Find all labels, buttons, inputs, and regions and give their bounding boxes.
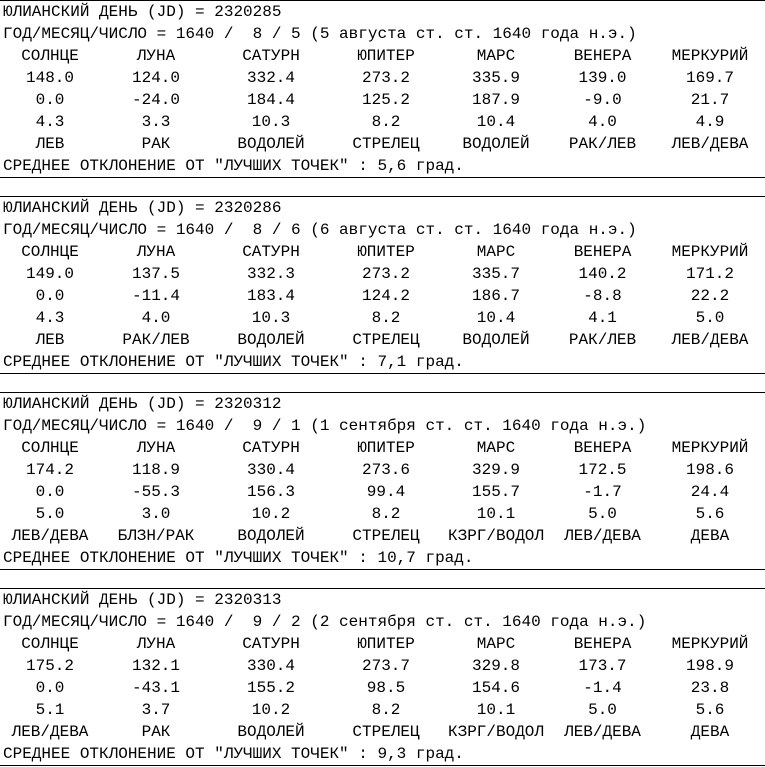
deviation-line: СРЕДНЕЕ ОТКЛОНЕНИЕ ОТ "ЛУЧШИХ ТОЧЕК" : 9,3 град. <box>3 745 464 763</box>
value-cell: 10.3 <box>251 113 291 131</box>
value-cell: 124.0 <box>131 69 180 87</box>
planet-table <box>0 45 765 155</box>
zodiac-cell: ВОДОЛЕЙ <box>237 527 305 545</box>
value-row <box>0 677 765 699</box>
value-cell: 5.1 <box>35 701 65 719</box>
value-cell: 10.1 <box>476 505 516 523</box>
value-row <box>0 285 765 307</box>
zodiac-cell: ЛЕВ/ДЕВА <box>11 723 89 741</box>
value-cell: 8.2 <box>371 505 401 523</box>
planet-header-row <box>0 633 765 655</box>
value-row <box>0 307 765 329</box>
value-cell: 330.4 <box>246 657 295 675</box>
value-cell: 24.4 <box>690 483 730 501</box>
value-cell: 174.2 <box>25 461 74 479</box>
julian-day-line: ЮЛИАНСКИЙ ДЕНЬ (JD) = 2320286 <box>3 199 282 217</box>
zodiac-cell: ЛЕВ/ДЕВА <box>11 527 89 545</box>
value-cell: 0.0 <box>35 287 65 305</box>
value-cell: 335.7 <box>471 265 520 283</box>
deviation-line: СРЕДНЕЕ ОТКЛОНЕНИЕ ОТ "ЛУЧШИХ ТОЧЕК" : 7,1 град. <box>3 353 464 371</box>
value-cell: 183.4 <box>246 287 295 305</box>
value-cell: 175.2 <box>25 657 74 675</box>
planet-table <box>0 633 765 743</box>
ephemeris-block-3 <box>0 392 765 570</box>
planet-header-cell: МАРС <box>476 439 516 457</box>
value-cell: 5.0 <box>588 505 617 523</box>
value-cell: 124.2 <box>361 287 410 305</box>
value-row <box>0 655 765 677</box>
julian-day-line: ЮЛИАНСКИЙ ДЕНЬ (JD) = 2320312 <box>3 395 282 413</box>
value-row <box>0 503 765 525</box>
value-cell: 273.2 <box>361 69 410 87</box>
zodiac-row <box>0 133 765 155</box>
ephemeris-block-2 <box>0 196 765 374</box>
value-cell: 4.0 <box>588 113 617 131</box>
value-row <box>0 481 765 503</box>
value-cell: 10.2 <box>251 505 291 523</box>
value-cell: 149.0 <box>25 265 74 283</box>
planet-header-cell: ЛУНА <box>136 439 176 457</box>
value-cell: 23.8 <box>690 679 730 697</box>
zodiac-cell: СТРЕЛЕЦ <box>352 331 420 349</box>
planet-header-row <box>0 241 765 263</box>
planet-header-cell: МАРС <box>476 635 516 653</box>
planet-header-cell: ЮПИТЕР <box>357 635 415 653</box>
value-cell: 172.5 <box>578 461 627 479</box>
value-cell: 21.7 <box>690 91 730 109</box>
planet-header-cell: ЮПИТЕР <box>357 243 415 261</box>
value-cell: 155.7 <box>471 483 520 501</box>
planet-header-cell: САТУРН <box>242 243 300 261</box>
value-cell: 198.9 <box>685 657 734 675</box>
planet-header-cell: ВЕНЕРА <box>573 439 632 457</box>
ephemeris-block-4 <box>0 588 765 766</box>
value-cell: -9.0 <box>583 91 622 109</box>
value-cell: 3.7 <box>141 701 171 719</box>
value-cell: 8.2 <box>371 113 401 131</box>
value-cell: 3.0 <box>141 505 171 523</box>
value-cell: 10.4 <box>476 309 516 327</box>
value-cell: 10.3 <box>251 309 291 327</box>
planet-header-cell: ВЕНЕРА <box>573 243 632 261</box>
value-cell: 125.2 <box>361 91 410 109</box>
deviation-line: СРЕДНЕЕ ОТКЛОНЕНИЕ ОТ "ЛУЧШИХ ТОЧЕК" : 10,7 град. <box>3 549 474 567</box>
julian-day-line: ЮЛИАНСКИЙ ДЕНЬ (JD) = 2320285 <box>3 3 282 21</box>
planet-header-cell: ВЕНЕРА <box>573 47 632 65</box>
zodiac-row <box>0 721 765 743</box>
zodiac-cell: ЛЕВ <box>35 135 65 153</box>
zodiac-cell: РАК <box>141 135 171 153</box>
value-cell: 335.9 <box>471 69 520 87</box>
value-cell: 0.0 <box>35 483 65 501</box>
planet-header-cell: МАРС <box>476 47 516 65</box>
value-cell: -8.8 <box>583 287 622 305</box>
planet-header-row <box>0 437 765 459</box>
value-cell: 8.2 <box>371 701 401 719</box>
value-cell: 173.7 <box>578 657 627 675</box>
ephemeris-block-1 <box>0 0 765 178</box>
value-cell: -24.0 <box>131 91 180 109</box>
value-cell: 154.6 <box>471 679 520 697</box>
zodiac-cell: ЛЕВ/ДЕВА <box>564 527 641 545</box>
zodiac-cell: СТРЕЛЕЦ <box>352 723 420 741</box>
value-cell: 10.4 <box>476 113 516 131</box>
value-row <box>0 67 765 89</box>
zodiac-cell: РАК <box>141 723 171 741</box>
value-cell: 5.0 <box>35 505 65 523</box>
planet-table <box>0 437 765 547</box>
value-cell: 273.2 <box>361 265 410 283</box>
zodiac-cell: СТРЕЛЕЦ <box>352 135 420 153</box>
planet-header-cell: САТУРН <box>242 635 300 653</box>
value-row <box>0 89 765 111</box>
value-cell: 118.9 <box>131 461 180 479</box>
zodiac-cell: КЗРГ/ВОДОЛ <box>447 527 544 545</box>
planet-header-cell: МЕРКУРИЙ <box>671 47 749 65</box>
planet-header-cell: ЛУНА <box>136 243 176 261</box>
planet-header-cell: САТУРН <box>242 439 300 457</box>
value-cell: -1.7 <box>583 483 622 501</box>
value-cell: 10.2 <box>251 701 291 719</box>
value-cell: 22.2 <box>690 287 730 305</box>
zodiac-cell: ЛЕВ/ДЕВА <box>671 331 749 349</box>
zodiac-cell: ВОДОЛЕЙ <box>237 135 305 153</box>
value-cell: 187.9 <box>471 91 520 109</box>
value-cell: 171.2 <box>685 265 734 283</box>
date-line: ГОД/МЕСЯЦ/ЧИСЛО = 1640 / 8 / 6 (6 августа ст. ст. 1640 года н.э.) <box>3 221 637 239</box>
value-cell: 8.2 <box>371 309 401 327</box>
planet-header-cell: СОЛНЦЕ <box>21 635 79 653</box>
planet-header-cell: МАРС <box>476 243 516 261</box>
value-cell: 4.1 <box>588 309 617 327</box>
value-cell: 5.6 <box>695 505 725 523</box>
value-cell: 329.8 <box>471 657 520 675</box>
value-cell: 4.3 <box>35 113 65 131</box>
value-cell: 132.1 <box>131 657 180 675</box>
zodiac-cell: ЛЕВ <box>35 331 65 349</box>
zodiac-cell: РАК/ЛЕВ <box>568 331 637 349</box>
zodiac-cell: КЗРГ/ВОДОЛ <box>447 723 544 741</box>
julian-day-line: ЮЛИАНСКИЙ ДЕНЬ (JD) = 2320313 <box>3 591 282 609</box>
value-cell: 3.3 <box>141 113 171 131</box>
planet-header-cell: ЛУНА <box>136 47 176 65</box>
planet-header-cell: МЕРКУРИЙ <box>671 243 749 261</box>
value-cell: 4.3 <box>35 309 65 327</box>
value-cell: 329.9 <box>471 461 520 479</box>
planet-header-cell: МЕРКУРИЙ <box>671 635 749 653</box>
value-cell: 169.7 <box>685 69 734 87</box>
planet-header-row <box>0 45 765 67</box>
planet-table <box>0 241 765 351</box>
value-cell: 273.6 <box>361 461 410 479</box>
zodiac-cell: ВОДОЛЕЙ <box>237 723 305 741</box>
value-cell: 332.4 <box>246 69 295 87</box>
value-cell: 156.3 <box>246 483 295 501</box>
planet-header-cell: ВЕНЕРА <box>573 635 632 653</box>
zodiac-cell: ВОДОЛЕЙ <box>462 135 530 153</box>
value-cell: 330.4 <box>246 461 295 479</box>
value-cell: 5.6 <box>695 701 725 719</box>
value-cell: 184.4 <box>246 91 295 109</box>
value-cell: 273.7 <box>361 657 410 675</box>
value-cell: -11.4 <box>131 287 180 305</box>
zodiac-cell: РАК/ЛЕВ <box>568 135 637 153</box>
zodiac-cell: ДЕВА <box>690 723 730 741</box>
value-cell: 137.5 <box>131 265 180 283</box>
value-cell: 198.6 <box>685 461 734 479</box>
planet-header-cell: СОЛНЦЕ <box>21 47 79 65</box>
value-cell: 4.0 <box>141 309 171 327</box>
value-cell: -55.3 <box>131 483 180 501</box>
date-line: ГОД/МЕСЯЦ/ЧИСЛО = 1640 / 9 / 1 (1 сентября ст. ст. 1640 года н.э.) <box>3 417 647 435</box>
deviation-line: СРЕДНЕЕ ОТКЛОНЕНИЕ ОТ "ЛУЧШИХ ТОЧЕК" : 5,6 град. <box>3 157 464 175</box>
value-cell: -1.4 <box>583 679 622 697</box>
value-row <box>0 459 765 481</box>
value-cell: 139.0 <box>578 69 627 87</box>
zodiac-cell: ВОДОЛЕЙ <box>462 331 530 349</box>
value-cell: 98.5 <box>366 679 406 697</box>
value-cell: 186.7 <box>471 287 520 305</box>
zodiac-cell: ЛЕВ/ДЕВА <box>564 723 641 741</box>
zodiac-cell: ДЕВА <box>690 527 730 545</box>
value-cell: 332.3 <box>246 265 295 283</box>
zodiac-cell: СТРЕЛЕЦ <box>352 527 420 545</box>
zodiac-cell: РАК/ЛЕВ <box>122 331 190 349</box>
value-row <box>0 111 765 133</box>
value-row <box>0 263 765 285</box>
value-cell: 4.9 <box>695 113 725 131</box>
value-cell: 140.2 <box>578 265 627 283</box>
date-line: ГОД/МЕСЯЦ/ЧИСЛО = 1640 / 9 / 2 (2 сентября ст. ст. 1640 года н.э.) <box>3 613 647 631</box>
value-cell: 0.0 <box>35 679 65 697</box>
value-cell: 5.0 <box>588 701 617 719</box>
zodiac-cell: БЛЗН/РАК <box>117 527 195 545</box>
value-cell: 10.1 <box>476 701 516 719</box>
value-cell: 99.4 <box>366 483 406 501</box>
planet-header-cell: САТУРН <box>242 47 300 65</box>
value-cell: 0.0 <box>35 91 65 109</box>
zodiac-row <box>0 525 765 547</box>
value-cell: 5.0 <box>695 309 725 327</box>
value-row <box>0 699 765 721</box>
zodiac-cell: ВОДОЛЕЙ <box>237 331 305 349</box>
value-cell: -43.1 <box>131 679 180 697</box>
planet-header-cell: ЮПИТЕР <box>357 439 415 457</box>
zodiac-cell: ЛЕВ/ДЕВА <box>671 135 749 153</box>
planet-header-cell: СОЛНЦЕ <box>21 439 79 457</box>
planet-header-cell: ЛУНА <box>136 635 176 653</box>
planet-header-cell: СОЛНЦЕ <box>21 243 79 261</box>
planet-header-cell: ЮПИТЕР <box>357 47 415 65</box>
date-line: ГОД/МЕСЯЦ/ЧИСЛО = 1640 / 8 / 5 (5 августа ст. ст. 1640 года н.э.) <box>3 25 637 43</box>
zodiac-row <box>0 329 765 351</box>
value-cell: 148.0 <box>25 69 74 87</box>
planet-header-cell: МЕРКУРИЙ <box>671 439 749 457</box>
value-cell: 155.2 <box>246 679 295 697</box>
